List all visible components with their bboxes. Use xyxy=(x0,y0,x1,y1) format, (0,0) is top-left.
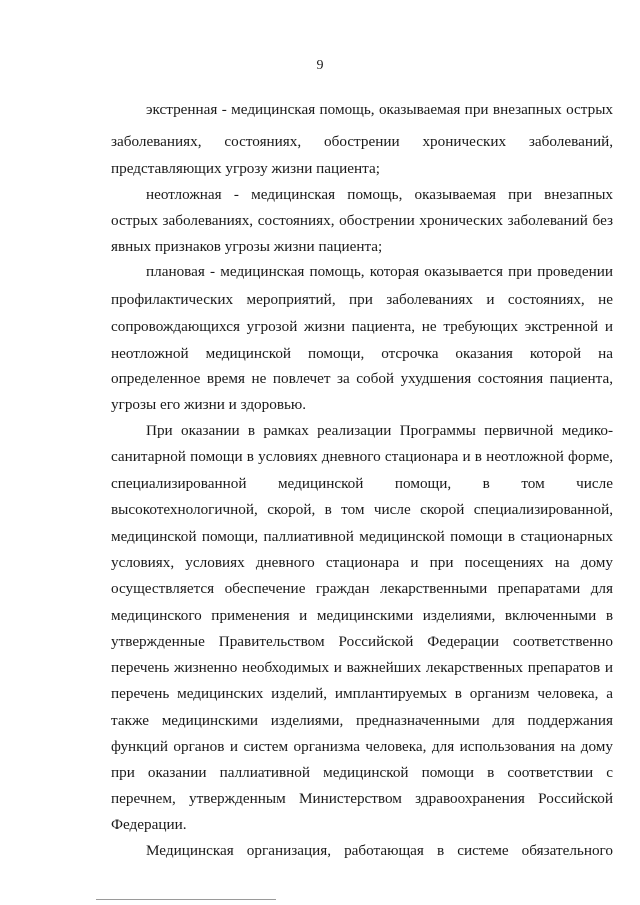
text-line: заболеваниях, состояниях, обострении хронических заболеваний, xyxy=(111,133,613,150)
text-line: Медицинская организация, работающая в системе обязательного xyxy=(146,842,613,859)
text-line: неотложная - медицинская помощь, оказываемая при внезапных xyxy=(146,186,613,203)
text-line: также медицинскими изделиями, предназначенными для поддержания xyxy=(111,712,613,729)
text-line: Федерации. xyxy=(111,816,187,833)
text-line: медицинской помощи, паллиативной медицинской помощи в стационарных xyxy=(111,528,613,545)
text-line: высокотехнологичной, скорой, в том числе скорой специализированной, xyxy=(111,501,613,518)
text-line: определенное время не повлечет за собой ухудшения состояния пациента, xyxy=(111,370,613,387)
text-line: санитарной помощи в условиях дневного стационара и в неотложной форме, xyxy=(111,448,613,465)
text-line: при оказании паллиативной медицинской помощи в соответствии с xyxy=(111,764,613,781)
text-line: перечень медицинских изделий, имплантируемых в организм человека, а xyxy=(111,685,613,702)
text-line: сопровождающихся угрозой жизни пациента, не требующих экстренной и xyxy=(111,318,613,335)
text-line: функций органов и систем организма человека, для использования на дому xyxy=(111,738,613,755)
text-line: условиях, условиях дневного стационара и при посещениях на дому xyxy=(111,554,613,571)
text-line: При оказании в рамках реализации Программы первичной медико- xyxy=(146,422,613,439)
text-line: представляющих угрозу жизни пациента; xyxy=(111,160,380,177)
bottom-edge-line xyxy=(96,899,276,900)
page-number: 9 xyxy=(316,58,324,73)
text-line: острых заболеваниях, состояниях, обострении хронических заболеваний без xyxy=(111,212,613,229)
text-line: угрозы его жизни и здоровью. xyxy=(111,396,307,413)
text-line: явных признаков угрозы жизни пациента; xyxy=(111,238,383,255)
text-line: неотложной медицинской помощи, отсрочка оказания которой на xyxy=(111,345,613,362)
text-line: осуществляется обеспечение граждан лекарственными препаратами для xyxy=(111,580,613,597)
text-line: экстренная - медицинская помощь, оказываемая при внезапных острых xyxy=(146,101,613,118)
text-line: плановая - медицинская помощь, которая оказывается при проведении xyxy=(146,263,613,280)
text-line: специализированной медицинской помощи, в том числе xyxy=(111,475,613,492)
text-line: медицинского применения и медицинскими изделиями, включенными в xyxy=(111,607,613,624)
text-line: перечнем, утвержденным Министерством здравоохранения Российской xyxy=(111,790,613,807)
text-line: профилактических мероприятий, при заболеваниях и состояниях, не xyxy=(111,291,613,308)
text-line: утвержденные Правительством Российской Федерации соответственно xyxy=(111,633,613,650)
text-line: перечень жизненно необходимых и важнейших лекарственных препаратов и xyxy=(111,659,613,676)
